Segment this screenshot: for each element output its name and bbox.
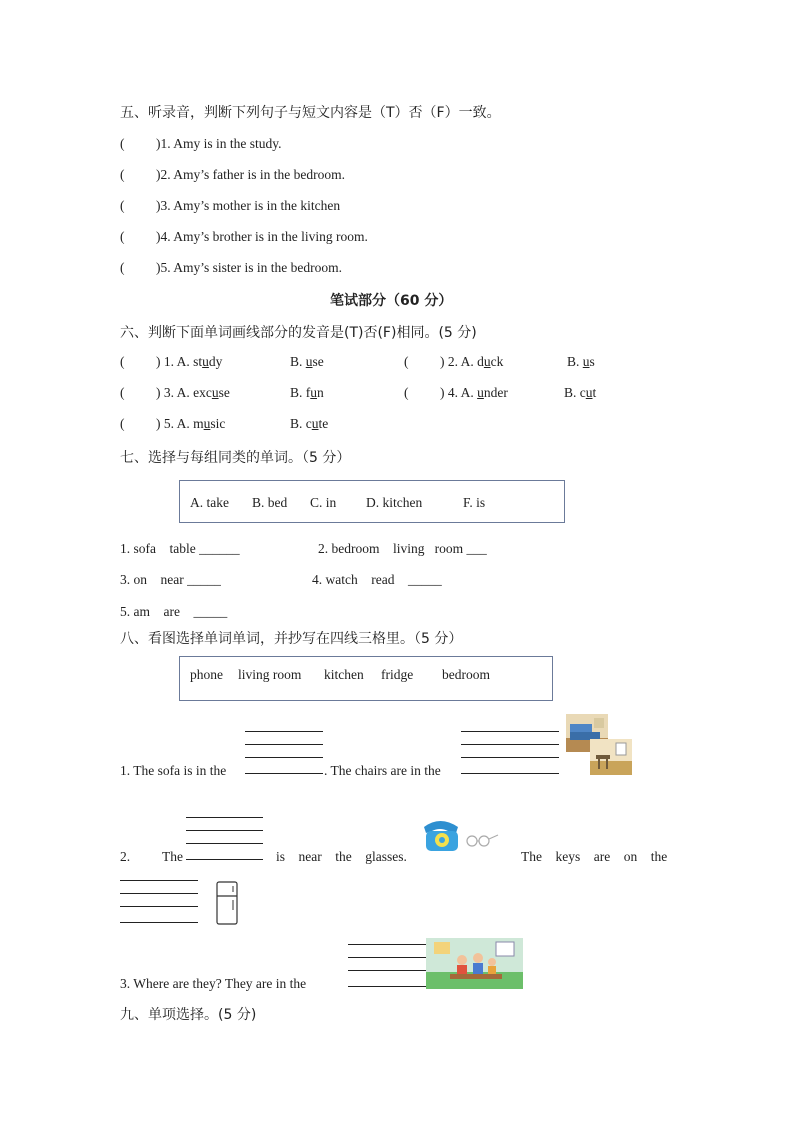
phonics-item-3-b: B. fun [290, 385, 324, 400]
word-option: D. kitchen [366, 495, 423, 510]
writing-lines[interactable] [120, 880, 198, 924]
word-option: living room [238, 667, 302, 682]
section9-title: 九、单项选择。(5 分) [120, 1007, 257, 1023]
word-option: F. is [463, 495, 486, 510]
word-option: B. bed [252, 495, 288, 510]
sentence-3: 3. Where are they? They are in the [120, 976, 307, 991]
writing-lines[interactable] [186, 817, 263, 861]
word-option: bedroom [442, 667, 490, 682]
phonics-item-2-b: B. us [567, 354, 595, 369]
kitchen-picture-icon [590, 739, 632, 775]
sentence-2-end: The keys are on the [521, 849, 668, 864]
phonics-item-3: ( ) 3. A. excuse [120, 385, 230, 400]
list-item: ( )3. Amy’s mother is in the kitchen [120, 198, 341, 213]
phonics-item-5-b: B. cute [290, 416, 329, 431]
phonics-item-4-b: B. cut [564, 385, 597, 400]
sentence-1a: 1. The sofa is in the [120, 763, 227, 778]
list-item: ( )1. Amy is in the study. [120, 136, 282, 151]
fridge-icon [214, 880, 240, 926]
section6-title: 六、判断下面单词画线部分的发音是(T)否(F)相同。(5 分) [120, 325, 477, 341]
category-question-4: 4. watch read _____ [312, 572, 442, 587]
section5-title: 五、听录音，判断下列句子与短文内容是（T）否（F）一致。 [120, 105, 501, 121]
sentence-1b: . The chairs are in the [324, 763, 441, 778]
word-option: kitchen [324, 667, 364, 682]
category-question-2: 2. bedroom living room ___ [318, 541, 487, 556]
section8-title: 八、看图选择单词单词，并抄写在四线三格里。（5 分） [120, 631, 463, 647]
living-room-family-picture-icon [426, 938, 523, 989]
section7-title: 七、选择与每组同类的单词。（5 分） [120, 450, 351, 466]
picture-word-bank-box [179, 656, 553, 701]
list-item: ( )5. Amy’s sister is in the bedroom. [120, 260, 342, 275]
word-option: fridge [381, 667, 414, 682]
category-question-5: 5. am are _____ [120, 604, 228, 619]
writing-lines[interactable] [461, 731, 559, 775]
writing-lines[interactable] [245, 731, 323, 775]
word-option: A. take [190, 495, 229, 510]
word-option: C. in [310, 495, 337, 510]
word-option: phone [190, 667, 223, 682]
sentence-2-middle: is near the glasses. [276, 849, 407, 864]
phonics-item-4: ( ) 4. A. under [404, 385, 508, 400]
phonics-item-5: ( ) 5. A. music [120, 416, 226, 431]
category-question-1: 1. sofa table ______ [120, 541, 240, 556]
word-bank-box [179, 480, 565, 523]
sentence-2-number: 2. [120, 849, 131, 864]
phonics-item-1-b: B. use [290, 354, 324, 369]
phonics-item-2: ( ) 2. A. duck [404, 354, 504, 369]
phone-and-glasses-icon [420, 813, 502, 853]
writing-lines[interactable] [348, 944, 426, 988]
phonics-item-1: ( ) 1. A. study [120, 354, 223, 369]
list-item: ( )4. Amy’s brother is in the living room. [120, 229, 368, 244]
written-section-header: 笔试部分（60 分） [330, 293, 453, 309]
list-item: ( )2. Amy’s father is in the bedroom. [120, 167, 345, 182]
category-question-3: 3. on near _____ [120, 572, 221, 587]
sentence-2-the: The [162, 849, 183, 864]
